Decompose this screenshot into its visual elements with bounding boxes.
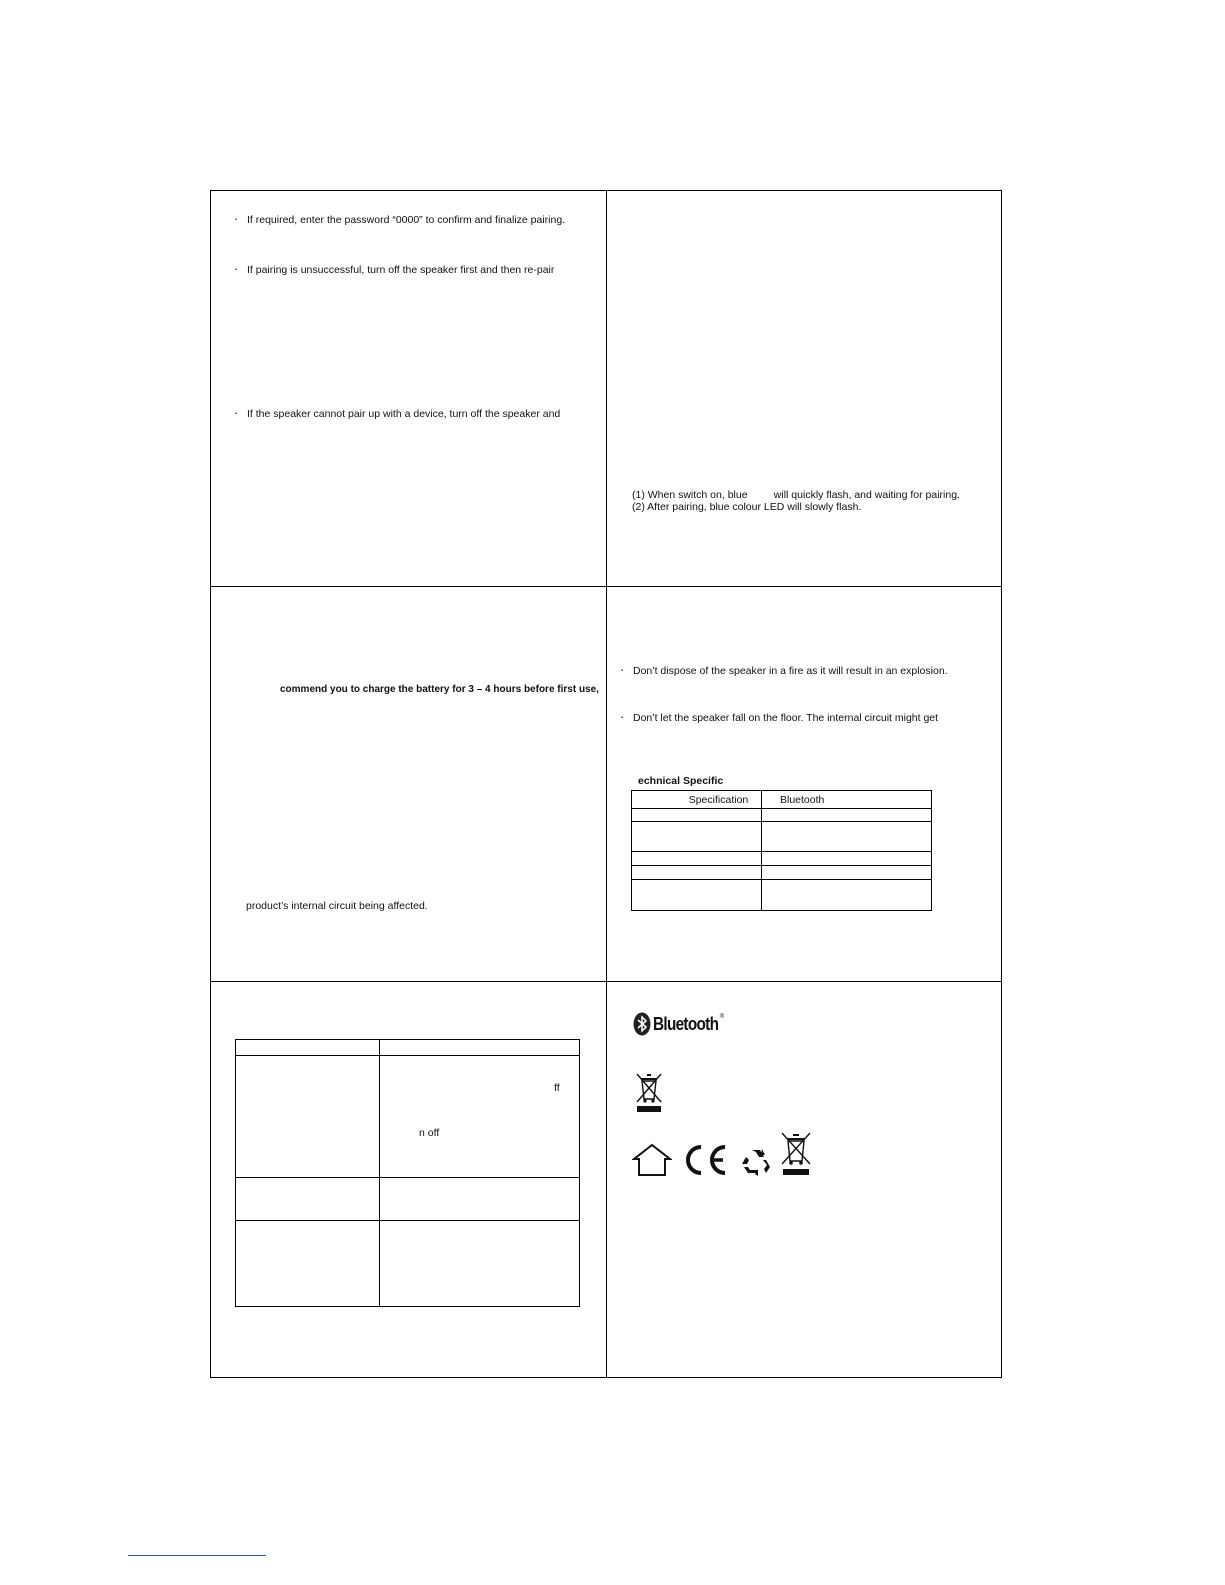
spec-row (632, 866, 932, 880)
spec-row (632, 880, 932, 911)
row-divider-1 (211, 586, 1001, 587)
trouble-fragment-1: ff (554, 1082, 560, 1094)
footer-link-underline[interactable] (128, 1555, 266, 1556)
bullet-floor: · Don’t let the speaker fall on the floor. The internal circuit might get (633, 712, 938, 724)
recycle-icon (739, 1146, 773, 1176)
bluetooth-icon (633, 1012, 651, 1036)
weee-bin-icon (635, 1072, 663, 1114)
trouble-fragment-2: n off (419, 1127, 440, 1139)
bluetooth-logo (633, 1011, 724, 1037)
circuit-text: product’s internal circuit being affected. (246, 900, 428, 912)
troubleshoot-row (236, 1056, 580, 1178)
spec-row (632, 852, 932, 866)
spec-heading: echnical Specific (638, 775, 724, 787)
troubleshoot-row (236, 1221, 580, 1307)
bullet-fire: · Don’t dispose of the speaker in a fire as it will result in an explosion. (633, 665, 948, 677)
spec-col-1: Specification (632, 791, 762, 809)
bullet-pairing-unsuccessful: · If pairing is unsuccessful, turn off the speaker first and then re-pair (247, 264, 554, 276)
bluetooth-wordmark: Bluetooth (653, 1013, 719, 1034)
bullet-password: · If required, enter the password “0000” to confirm and finalize pairing. (247, 214, 565, 226)
spec-header-row (632, 791, 932, 809)
indoor-use-icon (632, 1143, 672, 1177)
spec-row (632, 809, 932, 822)
spec-col-2: Bluetooth (762, 791, 932, 809)
row-divider-2 (211, 981, 1001, 982)
registered-mark: ® (719, 1014, 725, 1020)
spec-row (632, 822, 932, 852)
weee-bin-icon (780, 1131, 812, 1177)
led-line-1: (1) When switch on, blue will quickly flash, and waiting for pairing. (632, 489, 960, 501)
troubleshoot-row (236, 1178, 580, 1221)
troubleshoot-header-row (236, 1040, 580, 1056)
ce-mark-icon (682, 1144, 728, 1176)
column-divider (606, 191, 607, 1377)
charge-text: commend you to charge the battery for 3 – 4 hours before first use, (280, 684, 599, 695)
bullet-cannot-pair: · If the speaker cannot pair up with a device, turn off the speaker and (247, 408, 560, 420)
troubleshoot-table (235, 1039, 580, 1307)
spec-table (631, 790, 932, 911)
led-line-2: (2) After pairing, blue colour LED will slowly flash. (632, 501, 862, 513)
